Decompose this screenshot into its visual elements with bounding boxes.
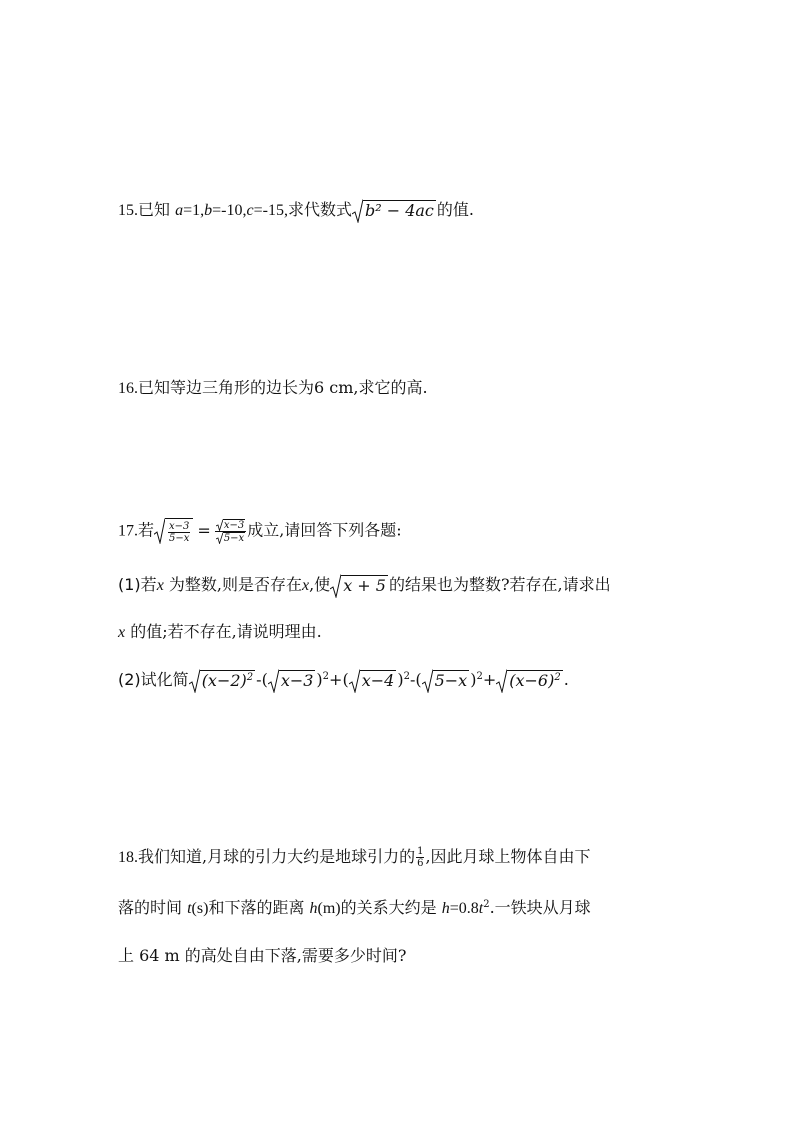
line-3-text: 上 64 m 的高处自由下落,需要多少时间? [118,946,407,965]
part-1-text-3: ,使 [309,575,331,594]
radical-x-plus-5 [330,574,388,598]
part-1-text-4: 的结果也为整数?若存在,请求出 [388,575,611,594]
line-2-text-2: 和下落的距离 [208,898,310,917]
formula-h: h [441,900,450,917]
part-1-text-1: 若 [140,575,157,594]
formula-t: t [478,900,484,917]
term-4: 5−x [434,670,468,690]
part-2-label: (2) [118,670,141,689]
question-15-text-3: 的值. [436,200,474,219]
rhs-fraction [215,519,246,544]
one-sixth-fraction [416,846,424,869]
radical-term-1: $(x-2)^2$ [189,669,255,693]
variable-c: c [246,202,254,219]
value-a: =1, [183,202,205,219]
term-5: (x−6) [509,670,555,690]
radical-sign-icon [268,669,279,693]
lhs-radical [154,518,193,544]
question-18-number: 18. [118,849,138,866]
radical-term-5: $(x-6)^2$ [496,669,562,693]
variable-b: b [204,202,213,219]
radical-sign-icon [330,574,341,598]
radical-sign-icon [496,669,507,693]
line-2-text-1: 落的时间 [118,898,188,917]
question-18-text-2: ,因此月球上物体自由下 [425,847,591,866]
radical-term-3 [349,669,397,693]
lhs-fraction [168,521,190,544]
radicand: x + 5 [343,575,386,595]
part-1-label: (1) [118,575,141,594]
radical-sign-icon [216,532,223,544]
part-1-text-2: 为整数,则是否存在 [163,575,302,594]
radical-sign-icon [422,669,433,693]
radical-expression [352,199,436,223]
fraction-numerator: 1 [417,846,424,857]
question-17 [118,518,402,544]
question-17-text-1: 若 [138,520,155,540]
radical-sign-icon [352,199,363,223]
variable-t: t [187,900,192,917]
variable-a: a [175,202,184,219]
radical-term-2 [268,669,316,693]
radical-sign-icon [216,519,223,531]
lhs-denominator: 5−x [169,533,190,544]
question-18-line-2 [118,896,591,921]
question-15-number: 15. [118,202,138,219]
question-18-line-3 [118,944,406,968]
rhs-numerator-radical [216,519,245,531]
question-17-part-1-continued [118,620,322,645]
question-16 [118,376,428,401]
variable-x: x [118,624,126,641]
question-18-text-1: 我们知道,月球的引力大约是地球引力的 [138,847,416,866]
variable-h: h [309,900,318,917]
term-2: x−3 [280,670,314,690]
formula-exponent: 2 [483,899,490,910]
question-15-text-1: 已知 [138,200,176,219]
line-2-text-3: 的关系大约是 [340,898,442,917]
question-17-number: 17. [118,522,138,540]
unit-meters: (m) [317,900,341,917]
line-2-text-4: .一铁块从月球 [489,898,591,917]
part-2-text: 试化简 [140,670,189,689]
formula-equals: =0.8 [449,900,479,917]
unit-seconds: (s) [191,900,209,917]
term-3: x−4 [361,670,395,690]
radical-sign-icon [189,669,200,693]
question-17-text-2: 成立,请回答下列各题: [247,520,402,540]
rhs-denominator: 5−x [223,532,245,544]
question-15-text-2: 求代数式 [287,200,352,219]
part-1-line-2-text: 的值;若不存在,请说明理由. [125,622,322,641]
radical-term-4 [422,669,470,693]
variable-x: x [301,577,310,594]
question-18 [118,845,591,870]
rhs-numerator: x−3 [223,519,245,531]
question-15 [118,198,474,223]
equals-sign: = [197,520,211,540]
rhs-denominator-radical [216,532,245,544]
question-17-part-1 [118,573,611,598]
value-c: =-15, [253,202,288,219]
fraction-denominator: 6 [417,858,424,869]
value-b: =-10, [212,202,247,219]
question-17-part-2: (2)试化简 $(x-2)^2$ -( x−3 )$^2$+( x−4 )$^2$-( 5−x )$^2$+ $(x-6)^2$ . [118,668,569,693]
term-1: (x−2) [201,670,247,690]
radical-sign-icon [154,518,165,544]
radicand: b² − 4ac [364,200,434,220]
lhs-numerator: x−3 [169,521,190,532]
radical-sign-icon [349,669,360,693]
variable-x: x [156,577,164,594]
question-16-text: 已知等边三角形的边长为6 cm,求它的高. [138,378,428,397]
question-16-number: 16. [118,380,138,397]
